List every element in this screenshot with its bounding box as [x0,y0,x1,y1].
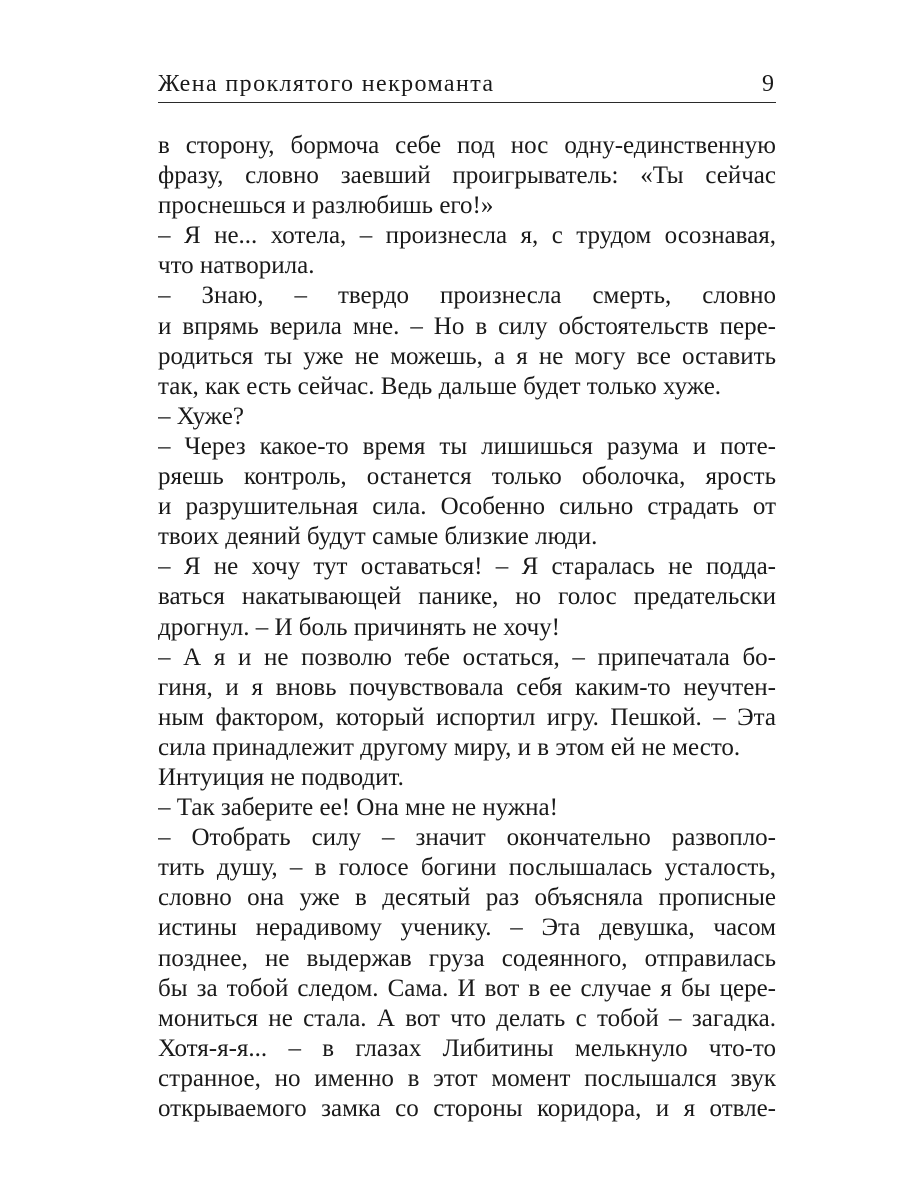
text-line: и разрушительная сила. Особенно сильно страдать от [158,493,776,521]
text-line: тить душу, – в голосе богини послышалась усталость, [158,854,776,882]
text-line: и впрямь верила мне. – Но в силу обстоятельств пере- [158,312,776,340]
text-line: словно она уже в десятый раз объясняла прописные [158,884,776,912]
text-line: – Так заберите ее! Она мне не нужна! [158,794,558,822]
text-line: – Я не... хотела, – произнесла я, с трудом осознавая, [158,222,776,250]
book-page [158,62,776,1124]
text-line: сила принадлежит другому миру, и в этом ей не место. [158,733,741,761]
text-line: ряешь контроль, останется только оболочка, ярость [158,463,776,491]
text-line: истины нерадивому ученику. – Эта девушка, часом [158,914,776,942]
page-number: 9 [762,71,774,97]
text-line: – А я и не позволю тебе остаться, – припечатала бо- [158,643,776,671]
text-line: родиться ты уже не можешь, а я не могу все оставить [158,342,776,370]
running-header [158,62,776,103]
text-line: – Хуже? [158,402,244,430]
text-line: – Через какое-то время ты лишишься разума и поте- [158,432,776,460]
text-line: что натворила. [158,252,315,280]
text-line: – Знаю, – твердо произнесла смерть, словно [158,282,776,310]
text-line: ным фактором, который испортил игру. Пешкой. – Эта [158,703,776,731]
book-title: Жена проклятого некроманта [158,71,495,97]
text-line: проснешься и разлюбишь его!» [158,192,494,220]
text-line: в сторону, бормоча себе под нос одну-единственную [158,132,776,159]
text-line: Хотя-я-я... – в глазах Либитины мелькнуло что-то [158,1034,776,1062]
text-line: открываемого замка со стороны коридора, и я отвле- [158,1095,776,1122]
text-line: позднее, не выдержав груза содеянного, отправилась [158,944,776,972]
text-line: бы за тобой следом. Сама. И вот в ее случае я бы цере- [158,974,776,1002]
text-line: так, как есть сейчас. Ведь дальше будет только хуже. [158,372,722,400]
text-line: фразу, словно заевший проигрыватель: «Ты сейчас [158,162,776,190]
text-line: гиня, и я вновь почувствовала себя каким-то неучтен- [158,673,776,701]
text-line: странное, но именно в этот момент послышался звук [158,1064,776,1092]
text-line: – Я не хочу тут оставаться! – Я старалась не подда- [158,553,776,581]
body-text [158,131,776,1124]
text-line: – Отобрать силу – значит окончательно развопло- [158,824,776,852]
text-line: твоих деяний будут самые близкие люди. [158,523,598,551]
text-line: ваться накатывающей панике, но голос предательски [158,583,776,611]
text-line: мониться не стала. А вот что делать с тобой – загадка. [158,1004,776,1032]
text-line: дрогнул. – И боль причинять не хочу! [158,613,560,641]
text-line: Интуиция не подводит. [158,763,404,791]
